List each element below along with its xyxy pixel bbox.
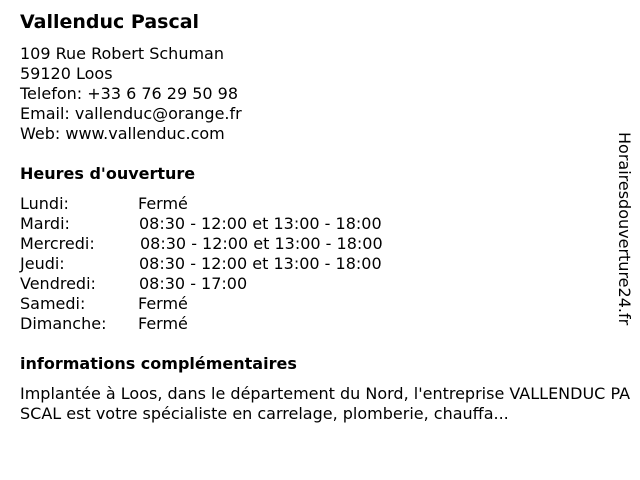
email-line: Email: vallenduc@orange.fr [20, 104, 242, 123]
hours-value: Fermé [138, 314, 188, 333]
day-label: Mercredi: [20, 234, 95, 253]
day-label: Samedi: [20, 294, 86, 313]
business-description: Implantée à Loos, dans le département du Nord, l'entreprise VALLENDUC PASCAL est votre spécialiste en carrelage, plomberie, chauffa... [20, 384, 631, 423]
hours-value: 08:30 - 12:00 et 13:00 - 18:00 [139, 214, 382, 233]
hours-value: Fermé [138, 194, 188, 213]
site-watermark: Horairesdouverture24.fr [615, 132, 634, 326]
hours-value: Fermé [138, 294, 188, 313]
day-label: Lundi: [20, 194, 69, 213]
address-street: 109 Rue Robert Schuman [20, 44, 224, 63]
hours-value: 08:30 - 17:00 [139, 274, 248, 293]
address-city: 59120 Loos [20, 64, 113, 83]
web-line: Web: www.vallenduc.com [20, 124, 225, 143]
hours-heading: Heures d'ouverture [20, 164, 196, 183]
hours-value: 08:30 - 12:00 et 13:00 - 18:00 [140, 234, 383, 253]
day-label: Dimanche: [20, 314, 107, 333]
phone-line: Telefon: +33 6 76 29 50 98 [20, 84, 239, 103]
business-name: Vallenduc Pascal [20, 11, 200, 33]
day-label: Mardi: [20, 214, 70, 233]
contact-block [20, 44, 242, 144]
day-label: Jeudi: [20, 254, 65, 273]
hours-value: 08:30 - 12:00 et 13:00 - 18:00 [139, 254, 382, 273]
day-label: Vendredi: [20, 274, 96, 293]
info-heading: informations complémentaires [20, 354, 297, 373]
